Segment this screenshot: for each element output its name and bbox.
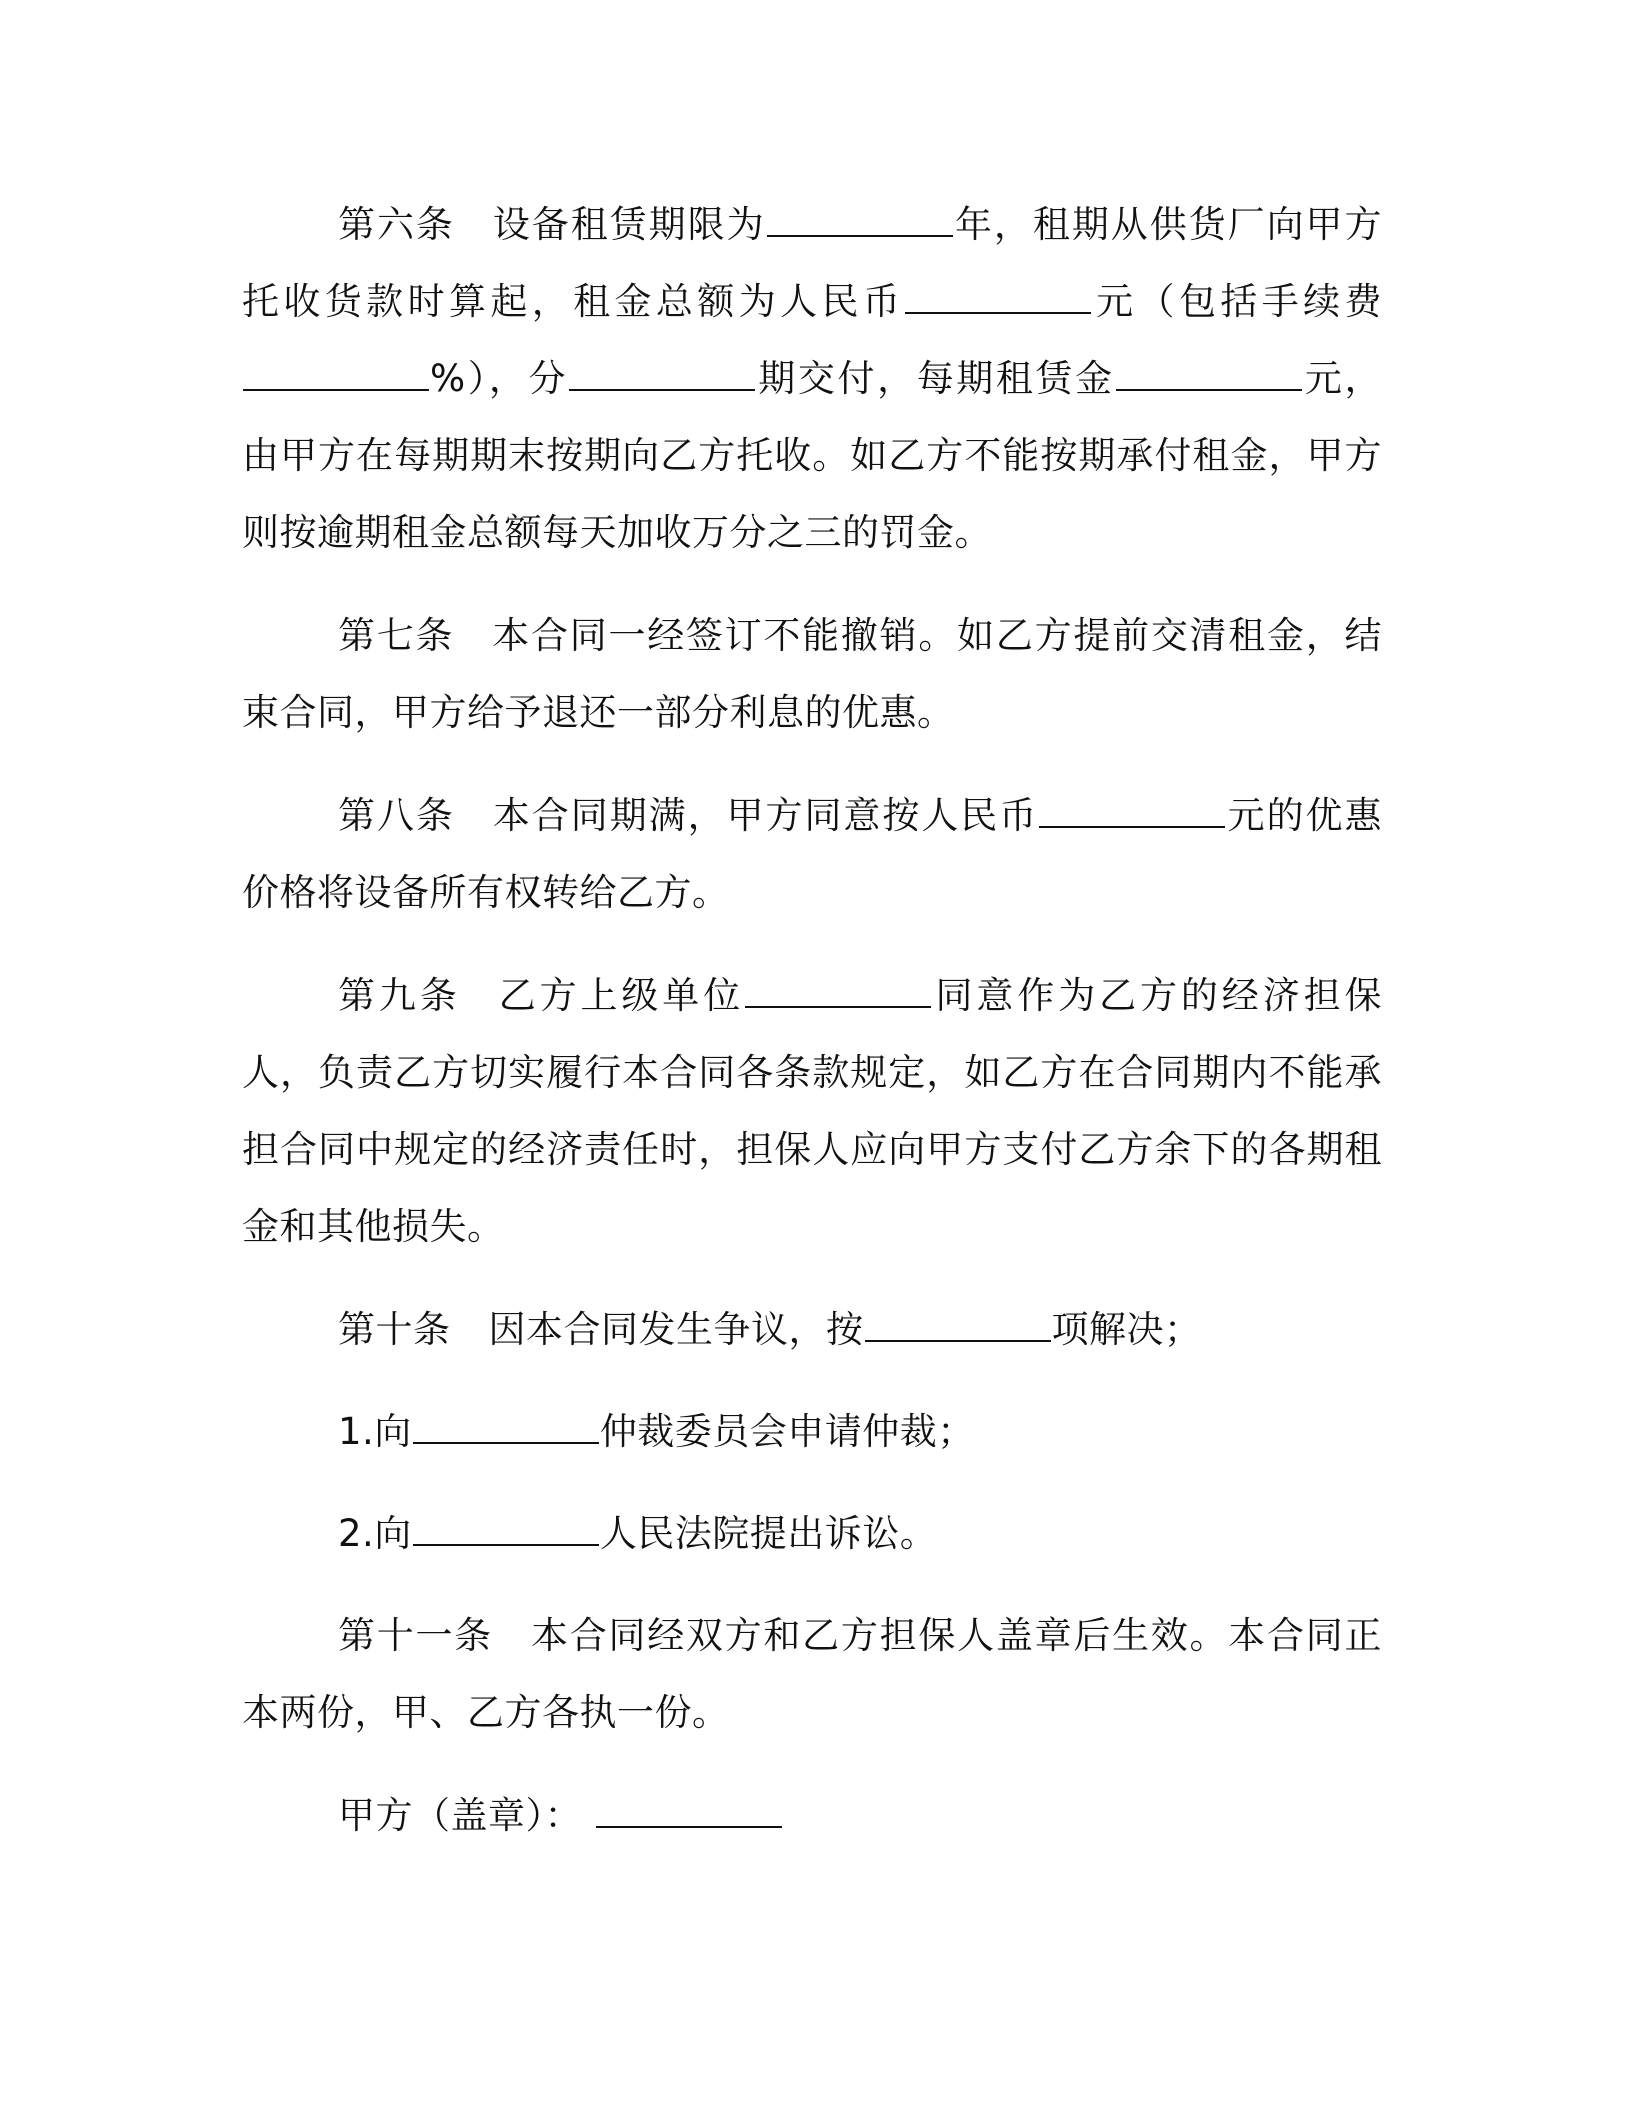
article-number: 第七条 [338,614,455,657]
article-text: %），分 [430,357,569,400]
article-number: 第十条 [338,1308,451,1351]
article-9 [242,957,1382,1265]
party-a-seal-blank[interactable] [596,1796,782,1828]
contract-page [242,186,1382,1854]
article-7 [242,597,1382,751]
fill-blank[interactable] [745,976,931,1008]
fill-blank[interactable] [1116,359,1302,391]
fill-blank[interactable] [413,1514,599,1546]
article-text: 本合同经双方和乙方担保人盖章后生效。本合同正本两份，甲、乙方各执一份。 [242,1614,1383,1734]
article-text: 因本合同发生争议，按 [488,1308,864,1351]
fill-blank[interactable] [905,282,1091,314]
option-number: 2.向 [338,1512,412,1555]
article-text: 期交付，每期租赁金 [756,357,1115,400]
fill-blank[interactable] [865,1310,1051,1342]
party-a-signature [242,1777,1382,1854]
article-8 [242,777,1382,931]
option-1 [242,1393,1382,1470]
article-6 [242,186,1382,571]
article-text: 本合同期满，甲方同意按人民币 [492,794,1039,837]
option-number: 1.向 [338,1410,412,1453]
option-text: 人民法院提出诉讼。 [599,1512,938,1555]
article-number: 第八条 [338,794,455,837]
article-11 [242,1597,1382,1751]
article-number: 第六条 [338,203,455,246]
fill-blank[interactable] [767,205,953,237]
article-text: 年，租期从供货厂向甲方托收货款时算起，租金总额为人民币 [242,203,1383,323]
article-text: 设备租赁期限为 [492,203,766,246]
article-text: 元的优惠价格将设备所有权转给乙方。 [242,794,1383,914]
fill-blank[interactable] [243,359,429,391]
party-a-label: 甲方（盖章）： [338,1794,582,1837]
fill-blank[interactable] [1039,796,1225,828]
fill-blank[interactable] [413,1412,599,1444]
article-10 [242,1291,1382,1368]
article-number: 第九条 [338,974,461,1017]
article-number: 第十一条 [338,1614,493,1657]
article-text: 乙方上级单位 [498,974,745,1017]
article-text: 同意作为乙方的经济担保人，负责乙方切实履行本合同各条款规定，如乙方在合同期内不能承担合同中规定的经济责任时，担保人应向甲方支付乙方余下的各期租金和其他损失。 [242,974,1383,1248]
option-text: 仲裁委员会申请仲裁； [599,1410,975,1453]
article-text: 元，由甲方在每期期末按期向乙方托收。如乙方不能按期承付租金，甲方则按逾期租金总额每天加收万分之三的罚金。 [242,357,1383,554]
article-text: 本合同一经签订不能撤销。如乙方提前交清租金，结束合同，甲方给予退还一部分利息的优惠。 [242,614,1383,734]
article-text: 元（包括手续费 [1092,280,1383,323]
option-2 [242,1495,1382,1572]
fill-blank[interactable] [569,359,755,391]
article-text: 项解决； [1051,1308,1202,1351]
